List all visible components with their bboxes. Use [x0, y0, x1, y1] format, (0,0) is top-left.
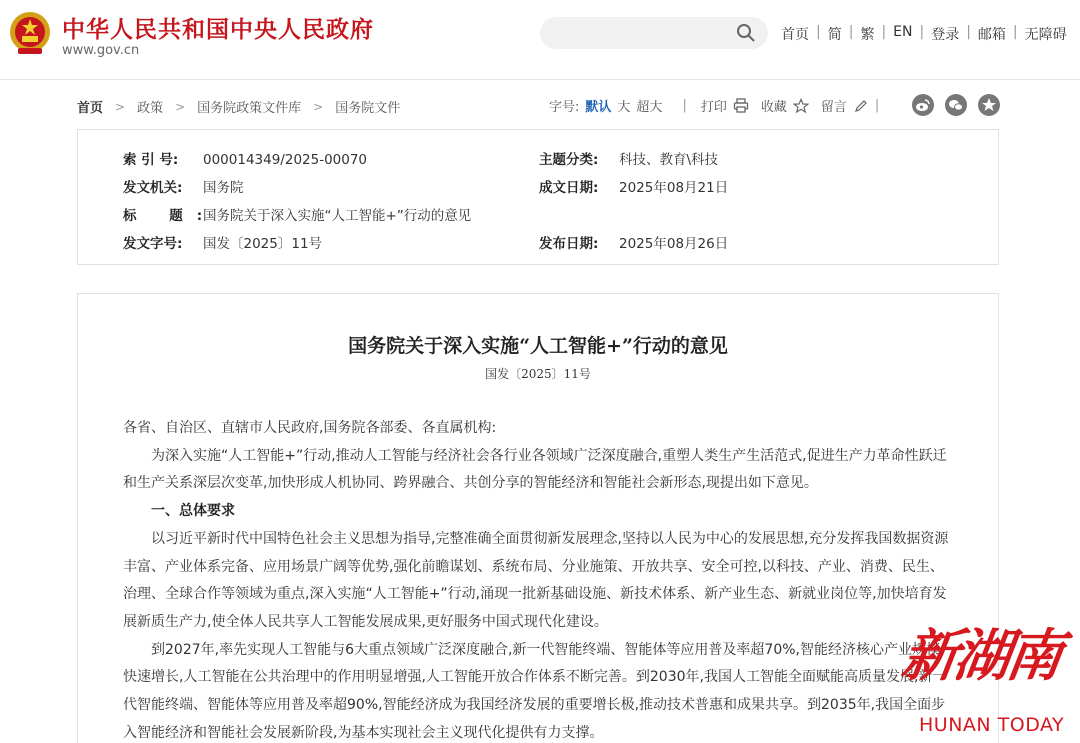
hunan-today-watermark: [897, 612, 1080, 743]
divider: |: [1012, 24, 1018, 40]
section-heading: 一、总体要求: [151, 503, 235, 520]
national-emblem-icon[interactable]: [8, 10, 52, 56]
font-size-xlarge[interactable]: 超大: [636, 100, 663, 115]
nav-english[interactable]: EN: [893, 24, 913, 40]
chevron-right-icon: >: [313, 99, 324, 114]
meta-written-date: [539, 176, 728, 196]
meta-label: 主题分类:: [539, 152, 599, 168]
meta-label: 发文字号:: [123, 236, 183, 252]
site-name[interactable]: 中华人民共和国中央人民政府: [62, 17, 374, 43]
print-button[interactable]: 打印: [700, 100, 727, 115]
document-meta-box: [77, 129, 999, 265]
meta-label: 索 引 号:: [123, 152, 179, 168]
watermark-logo: 新湖南: [897, 623, 1064, 689]
chevron-right-icon: >: [115, 99, 126, 114]
meta-value: 2025年08月26日: [619, 236, 729, 252]
divider: |: [848, 24, 854, 40]
meta-topic: [539, 148, 718, 168]
meta-value: 2025年08月21日: [619, 180, 729, 196]
divider: |: [682, 98, 687, 113]
meta-value: 国务院: [203, 180, 244, 196]
search-input[interactable]: [540, 17, 768, 49]
font-size-large[interactable]: 大: [617, 100, 631, 115]
meta-publish-date: [539, 232, 728, 252]
paragraph: 以习近平新时代中国特色社会主义思想为指导,完整准确全面贯彻新发展理念,坚持以人民为中心的发展思想,充分发挥我国数据资源丰富、产业体系完备、应用场景广阔等优势,强化前瞻谋划、系统布局、分业施策、开放共享、安全可控,以科技、产业、消费、民生、治理、全球合作等领域为重点,深入实施“人工智能+”行动,涌现一批新基础设施、新技术体系、新产业生态、新就业岗位等,加快培育发展新质生产力,使全体人民共享人工智能发展成果,更好服务中国式现代化建设。: [123, 530, 949, 630]
paragraph: 到2027年,率先实现人工智能与6大重点领域广泛深度融合,新一代智能终端、智能体等应用普及率超70%,智能经济核心产业规模快速增长,人工智能在公共治理中的作用明显增强,人工智能开放合作体系不断完善。到2030年,我国人工智能全面赋能高质量发展,新一代智能终端、智能体等应用普及率超90%,智能经济成为我国经济发展的重要增长极,推动技术普惠和成果共享。到2035年,我国全面步入智能经济和智能社会发展新阶段,为基本实现社会主义现代化提供有力支撑。: [123, 641, 947, 741]
divider: |: [816, 24, 821, 40]
nav-simplified[interactable]: 简: [827, 27, 842, 43]
meta-label: 标 题:: [123, 208, 217, 224]
nav-traditional[interactable]: 繁: [860, 27, 875, 43]
breadcrumb-policy[interactable]: 政策: [137, 101, 164, 116]
article-doc-no: 国发〔2025〕11号: [485, 367, 591, 381]
meta-index-no: [123, 148, 367, 168]
divider: |: [966, 24, 971, 40]
search-icon[interactable]: [736, 23, 756, 43]
printer-icon[interactable]: [733, 98, 749, 114]
divider: |: [874, 98, 880, 113]
font-size-label: 字号:: [549, 100, 580, 115]
meta-value: 国发〔2025〕11号: [203, 236, 323, 252]
weibo-share-icon[interactable]: [912, 94, 934, 116]
nav-home[interactable]: 首页: [781, 27, 809, 43]
divider: |: [881, 24, 887, 40]
wechat-share-icon[interactable]: [945, 94, 967, 116]
watermark-english: HUNAN TODAY: [919, 714, 1065, 736]
meta-label: 发布日期:: [539, 236, 599, 252]
article-title: 国务院关于深入实施“人工智能+”行动的意见: [348, 335, 728, 357]
meta-doc-no: [123, 232, 322, 252]
meta-value: 科技、教育\科技: [619, 152, 719, 168]
article-body: [77, 293, 999, 743]
divider: |: [919, 24, 925, 40]
top-nav: [781, 24, 1067, 44]
font-size-default[interactable]: 默认: [585, 100, 612, 115]
nav-accessibility[interactable]: 无障碍: [1024, 27, 1067, 43]
meta-title: [123, 204, 471, 224]
comment-button[interactable]: 留言: [820, 100, 847, 115]
nav-login[interactable]: 登录: [931, 27, 960, 43]
meta-value: 000014349/2025-00070: [203, 152, 368, 168]
chevron-right-icon: >: [175, 99, 186, 114]
breadcrumb-home[interactable]: 首页: [77, 101, 104, 116]
favorite-button[interactable]: 收藏: [760, 100, 787, 115]
breadcrumb: [77, 97, 400, 116]
salutation: 各省、自治区、直辖市人民政府,国务院各部委、各直属机构:: [123, 420, 497, 436]
article-tools: [549, 96, 893, 115]
meta-label: 成文日期:: [539, 180, 599, 196]
qzone-share-icon[interactable]: [978, 94, 1000, 116]
pencil-icon[interactable]: [853, 98, 869, 114]
meta-value: 国务院关于深入实施“人工智能+”行动的意见: [203, 208, 472, 224]
breadcrumb-policy-library[interactable]: 国务院政策文件库: [197, 101, 302, 116]
nav-mail[interactable]: 邮箱: [977, 27, 1006, 43]
breadcrumb-state-council-docs[interactable]: 国务院文件: [335, 101, 401, 116]
meta-issuer: [123, 176, 244, 196]
site-url: www.gov.cn: [62, 43, 140, 58]
meta-label: 发文机关:: [123, 180, 183, 196]
article-content: [123, 415, 953, 743]
star-icon[interactable]: [793, 98, 809, 114]
paragraph: 为深入实施“人工智能+”行动,推动人工智能与经济社会各行业各领域广泛深度融合,重塑人类生产生活范式,促进生产力革命性跃迁和生产关系深层次变革,加快形成人机协同、跨界融合、共创分享的智能经济和智能社会新形态,现提出如下意见。: [123, 447, 947, 492]
site-header: [0, 0, 1080, 80]
